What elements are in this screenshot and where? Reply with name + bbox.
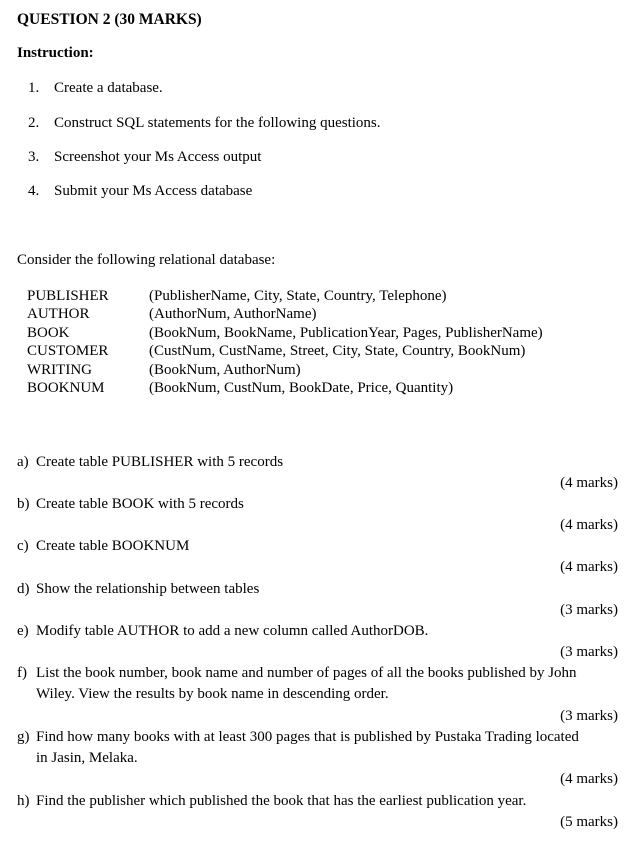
instruction-text: Submit your Ms Access database bbox=[54, 183, 253, 199]
schema-table-columns: (PublisherName, City, State, Country, Telephone) bbox=[149, 288, 447, 304]
schema-intro: Consider the following relational database: bbox=[17, 252, 276, 268]
question-text: Find the publisher which published the book that has the earliest publication year. bbox=[36, 793, 527, 809]
question-marks: (4 marks) bbox=[560, 517, 618, 533]
question-text-continued: Wiley. View the results by book name in descending order. bbox=[36, 686, 389, 702]
question-marks: (4 marks) bbox=[560, 559, 618, 575]
question-label: h) bbox=[17, 793, 30, 809]
question-text: Find how many books with at least 300 pages that is published by Pustaka Trading located bbox=[36, 729, 579, 745]
question-marks: (5 marks) bbox=[560, 814, 618, 830]
instruction-text: Construct SQL statements for the following questions. bbox=[54, 115, 381, 131]
page-title: QUESTION 2 (30 MARKS) bbox=[17, 11, 202, 28]
schema-table-columns: (BookNum, AuthorNum) bbox=[149, 362, 301, 378]
question-label: c) bbox=[17, 538, 29, 554]
question-label: e) bbox=[17, 623, 29, 639]
instruction-label: Instruction: bbox=[17, 45, 94, 61]
question-marks: (4 marks) bbox=[560, 771, 618, 787]
schema-table-columns: (BookNum, CustNum, BookDate, Price, Quantity) bbox=[149, 380, 454, 396]
question-label: f) bbox=[17, 665, 27, 681]
instruction-number: 1. bbox=[28, 80, 40, 96]
schema-table-name: WRITING bbox=[27, 362, 92, 378]
schema-table-columns: (BookNum, BookName, PublicationYear, Pages, PublisherName) bbox=[149, 325, 543, 341]
question-label: g) bbox=[17, 729, 30, 745]
schema-table-name: BOOK bbox=[27, 325, 70, 341]
question-text: Create table BOOK with 5 records bbox=[36, 496, 244, 512]
question-marks: (4 marks) bbox=[560, 475, 618, 491]
schema-table-name: CUSTOMER bbox=[27, 343, 109, 359]
question-text: Create table PUBLISHER with 5 records bbox=[36, 454, 284, 470]
question-text: Create table BOOKNUM bbox=[36, 538, 190, 554]
question-label: a) bbox=[17, 454, 29, 470]
schema-table-columns: (CustNum, CustName, Street, City, State, Country, BookNum) bbox=[149, 343, 526, 359]
question-text-continued: in Jasin, Melaka. bbox=[36, 750, 138, 766]
schema-table-name: PUBLISHER bbox=[27, 288, 109, 304]
question-text: Show the relationship between tables bbox=[36, 581, 260, 597]
instruction-text: Create a database. bbox=[54, 80, 163, 96]
instruction-number: 2. bbox=[28, 115, 40, 131]
question-marks: (3 marks) bbox=[560, 602, 618, 618]
schema-table-columns: (AuthorNum, AuthorName) bbox=[149, 306, 317, 322]
question-marks: (3 marks) bbox=[560, 644, 618, 660]
instruction-number: 4. bbox=[28, 183, 40, 199]
instruction-text: Screenshot your Ms Access output bbox=[54, 149, 262, 165]
schema-table-name: BOOKNUM bbox=[27, 380, 105, 396]
question-label: b) bbox=[17, 496, 30, 512]
question-text: List the book number, book name and number of pages of all the books published by John bbox=[36, 665, 577, 681]
schema-table-name: AUTHOR bbox=[27, 306, 90, 322]
question-marks: (3 marks) bbox=[560, 708, 618, 724]
instruction-number: 3. bbox=[28, 149, 40, 165]
question-label: d) bbox=[17, 581, 30, 597]
question-text: Modify table AUTHOR to add a new column called AuthorDOB. bbox=[36, 623, 429, 639]
